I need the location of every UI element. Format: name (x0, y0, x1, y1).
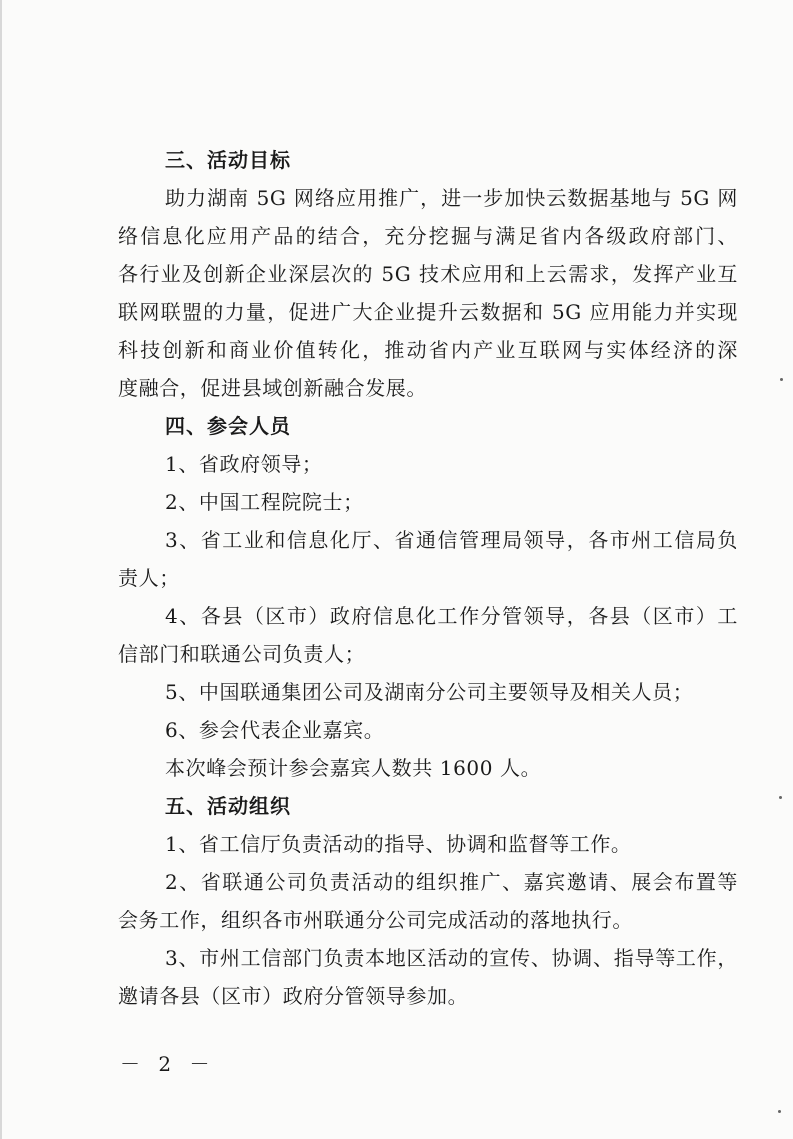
list-item: 6、参会代表企业嘉宾。 (165, 718, 385, 742)
paragraph-line: 联网联盟的力量，促进广大企业提升云数据和 5G 应用能力并实现 (118, 300, 738, 324)
list-item: 3、市州工信部门负责本地区活动的宣传、协调、指导等工作， (165, 946, 738, 970)
section-3-heading: 三、活动目标 (165, 148, 291, 172)
list-item-continuation: 邀请各县（区市）政府分管领导参加。 (118, 984, 469, 1008)
list-item-continuation: 责人； (118, 566, 180, 590)
list-item: 2、中国工程院院士； (165, 490, 364, 514)
list-item-continuation: 信部门和联通公司负责人； (118, 642, 366, 666)
section-5-heading: 五、活动组织 (165, 794, 291, 818)
scan-speck (779, 796, 782, 799)
list-item-continuation: 会务工作，组织各市州联通分公司完成活动的落地执行。 (118, 908, 633, 932)
paragraph-line: 络信息化应用产品的结合，充分挖掘与满足省内各级政府部门、 (118, 224, 738, 248)
list-item: 1、省工信厅负责活动的指导、协调和监督等工作。 (165, 832, 632, 856)
attendee-total: 本次峰会预计参会嘉宾人数共 1600 人。 (165, 756, 542, 780)
list-item: 1、省政府领导； (165, 452, 323, 476)
paragraph-line: 助力湖南 5G 网络应用推广，进一步加快云数据基地与 5G 网 (165, 186, 738, 210)
list-item: 2、省联通公司负责活动的组织推广、嘉宾邀请、展会布置等 (165, 870, 738, 894)
list-item: 5、中国联通集团公司及湖南分公司主要领导及相关人员； (165, 680, 694, 704)
paragraph-line: 各行业及创新企业深层次的 5G 技术应用和上云需求，发挥产业互 (118, 262, 738, 286)
scan-speck (778, 1110, 781, 1113)
paragraph-line: 科技创新和商业价值转化，推动省内产业互联网与实体经济的深 (118, 338, 738, 362)
section-4-heading: 四、参会人员 (165, 414, 291, 438)
list-item: 4、各县（区市）政府信息化工作分管领导，各县（区市）工 (165, 604, 738, 628)
list-item: 3、省工业和信息化厅、省通信管理局领导，各市州工信局负 (165, 528, 738, 552)
page-number: － 2 － (120, 1052, 216, 1076)
scan-speck (780, 378, 783, 381)
paragraph-line: 度融合，促进县域创新融合发展。 (118, 376, 427, 400)
